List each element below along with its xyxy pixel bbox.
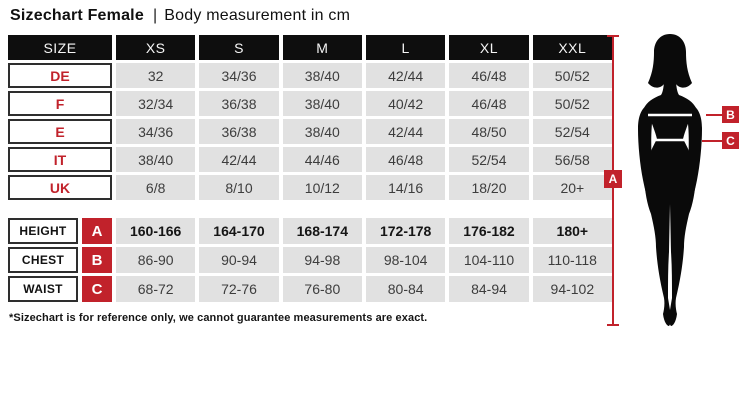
row-label-de: DE	[8, 63, 112, 88]
title-separator: |	[152, 7, 158, 24]
table-cell: 10/12	[283, 175, 362, 200]
waist-pointer-line	[702, 140, 723, 142]
table-cell: 98-104	[366, 247, 445, 273]
chest-pointer-line	[706, 114, 723, 116]
column-header-size: SIZE	[8, 35, 112, 60]
marker-a-cell: A	[82, 218, 112, 244]
title-main: Sizechart Female	[10, 7, 144, 24]
row-label-height: HEIGHT	[8, 218, 78, 244]
table-cell: 38/40	[283, 119, 362, 144]
table-cell: 56/58	[533, 147, 612, 172]
table-cell: 52/54	[449, 147, 528, 172]
table-cell: 104-110	[449, 247, 528, 273]
column-header-xl: XL	[449, 35, 528, 60]
table-cell: 36/38	[199, 119, 278, 144]
page-title	[10, 7, 350, 25]
table-cell: 50/52	[533, 91, 612, 116]
table-cell: 34/36	[116, 119, 195, 144]
table-cell: 38/40	[283, 63, 362, 88]
row-label-it: IT	[8, 147, 112, 172]
table-cell: 164-170	[199, 218, 278, 244]
table-cell: 42/44	[366, 63, 445, 88]
dimension-cap-top	[607, 35, 619, 37]
table-cell: 80-84	[366, 276, 445, 302]
table-cell: 38/40	[116, 147, 195, 172]
table-cell: 32/34	[116, 91, 195, 116]
column-header-s: S	[199, 35, 278, 60]
table-cell: 46/48	[449, 63, 528, 88]
disclaimer-text: *Sizechart is for reference only, we cannot guarantee measurements are exact.	[9, 312, 428, 324]
table-cell: 8/10	[199, 175, 278, 200]
table-cell: 48/50	[449, 119, 528, 144]
table-cell: 176-182	[449, 218, 528, 244]
table-cell: 42/44	[199, 147, 278, 172]
female-silhouette-svg	[615, 32, 725, 332]
section-spacer	[8, 203, 612, 215]
row-label-waist: WAIST	[8, 276, 78, 302]
marker-b-badge: B	[722, 106, 739, 123]
table-cell: 38/40	[283, 91, 362, 116]
row-label-uk: UK	[8, 175, 112, 200]
row-label-f: F	[8, 91, 112, 116]
table-cell: 90-94	[199, 247, 278, 273]
marker-c-badge: C	[722, 132, 739, 149]
table-cell: 94-98	[283, 247, 362, 273]
table-cell: 72-76	[199, 276, 278, 302]
table-cell: 32	[116, 63, 195, 88]
table-cell: 160-166	[116, 218, 195, 244]
table-cell: 44/46	[283, 147, 362, 172]
table-cell: 46/48	[449, 91, 528, 116]
column-header-l: L	[366, 35, 445, 60]
table-cell: 6/8	[116, 175, 195, 200]
table-cell: 52/54	[533, 119, 612, 144]
marker-b-cell: B	[82, 247, 112, 273]
column-header-xxl: XXL	[533, 35, 612, 60]
table-cell: 34/36	[199, 63, 278, 88]
table-cell: 110-118	[533, 247, 612, 273]
table-cell: 40/42	[366, 91, 445, 116]
marker-c-cell: C	[82, 276, 112, 302]
table-cell: 68-72	[116, 276, 195, 302]
table-cell: 50/52	[533, 63, 612, 88]
female-silhouette	[615, 32, 725, 332]
table-cell: 20+	[533, 175, 612, 200]
column-header-m: M	[283, 35, 362, 60]
marker-a-badge: A	[604, 170, 622, 188]
table-cell: 76-80	[283, 276, 362, 302]
row-label-e: E	[8, 119, 112, 144]
table-cell: 86-90	[116, 247, 195, 273]
size-chart-table	[8, 35, 612, 302]
table-cell: 94-102	[533, 276, 612, 302]
table-cell: 172-178	[366, 218, 445, 244]
table-cell: 42/44	[366, 119, 445, 144]
table-cell: 180+	[533, 218, 612, 244]
column-header-xs: XS	[116, 35, 195, 60]
title-subtitle: Body measurement in cm	[164, 7, 351, 24]
dimension-cap-bottom	[607, 324, 619, 326]
table-cell: 18/20	[449, 175, 528, 200]
row-label-chest: CHEST	[8, 247, 78, 273]
table-cell: 14/16	[366, 175, 445, 200]
table-cell: 36/38	[199, 91, 278, 116]
table-cell: 168-174	[283, 218, 362, 244]
table-cell: 46/48	[366, 147, 445, 172]
table-cell: 84-94	[449, 276, 528, 302]
